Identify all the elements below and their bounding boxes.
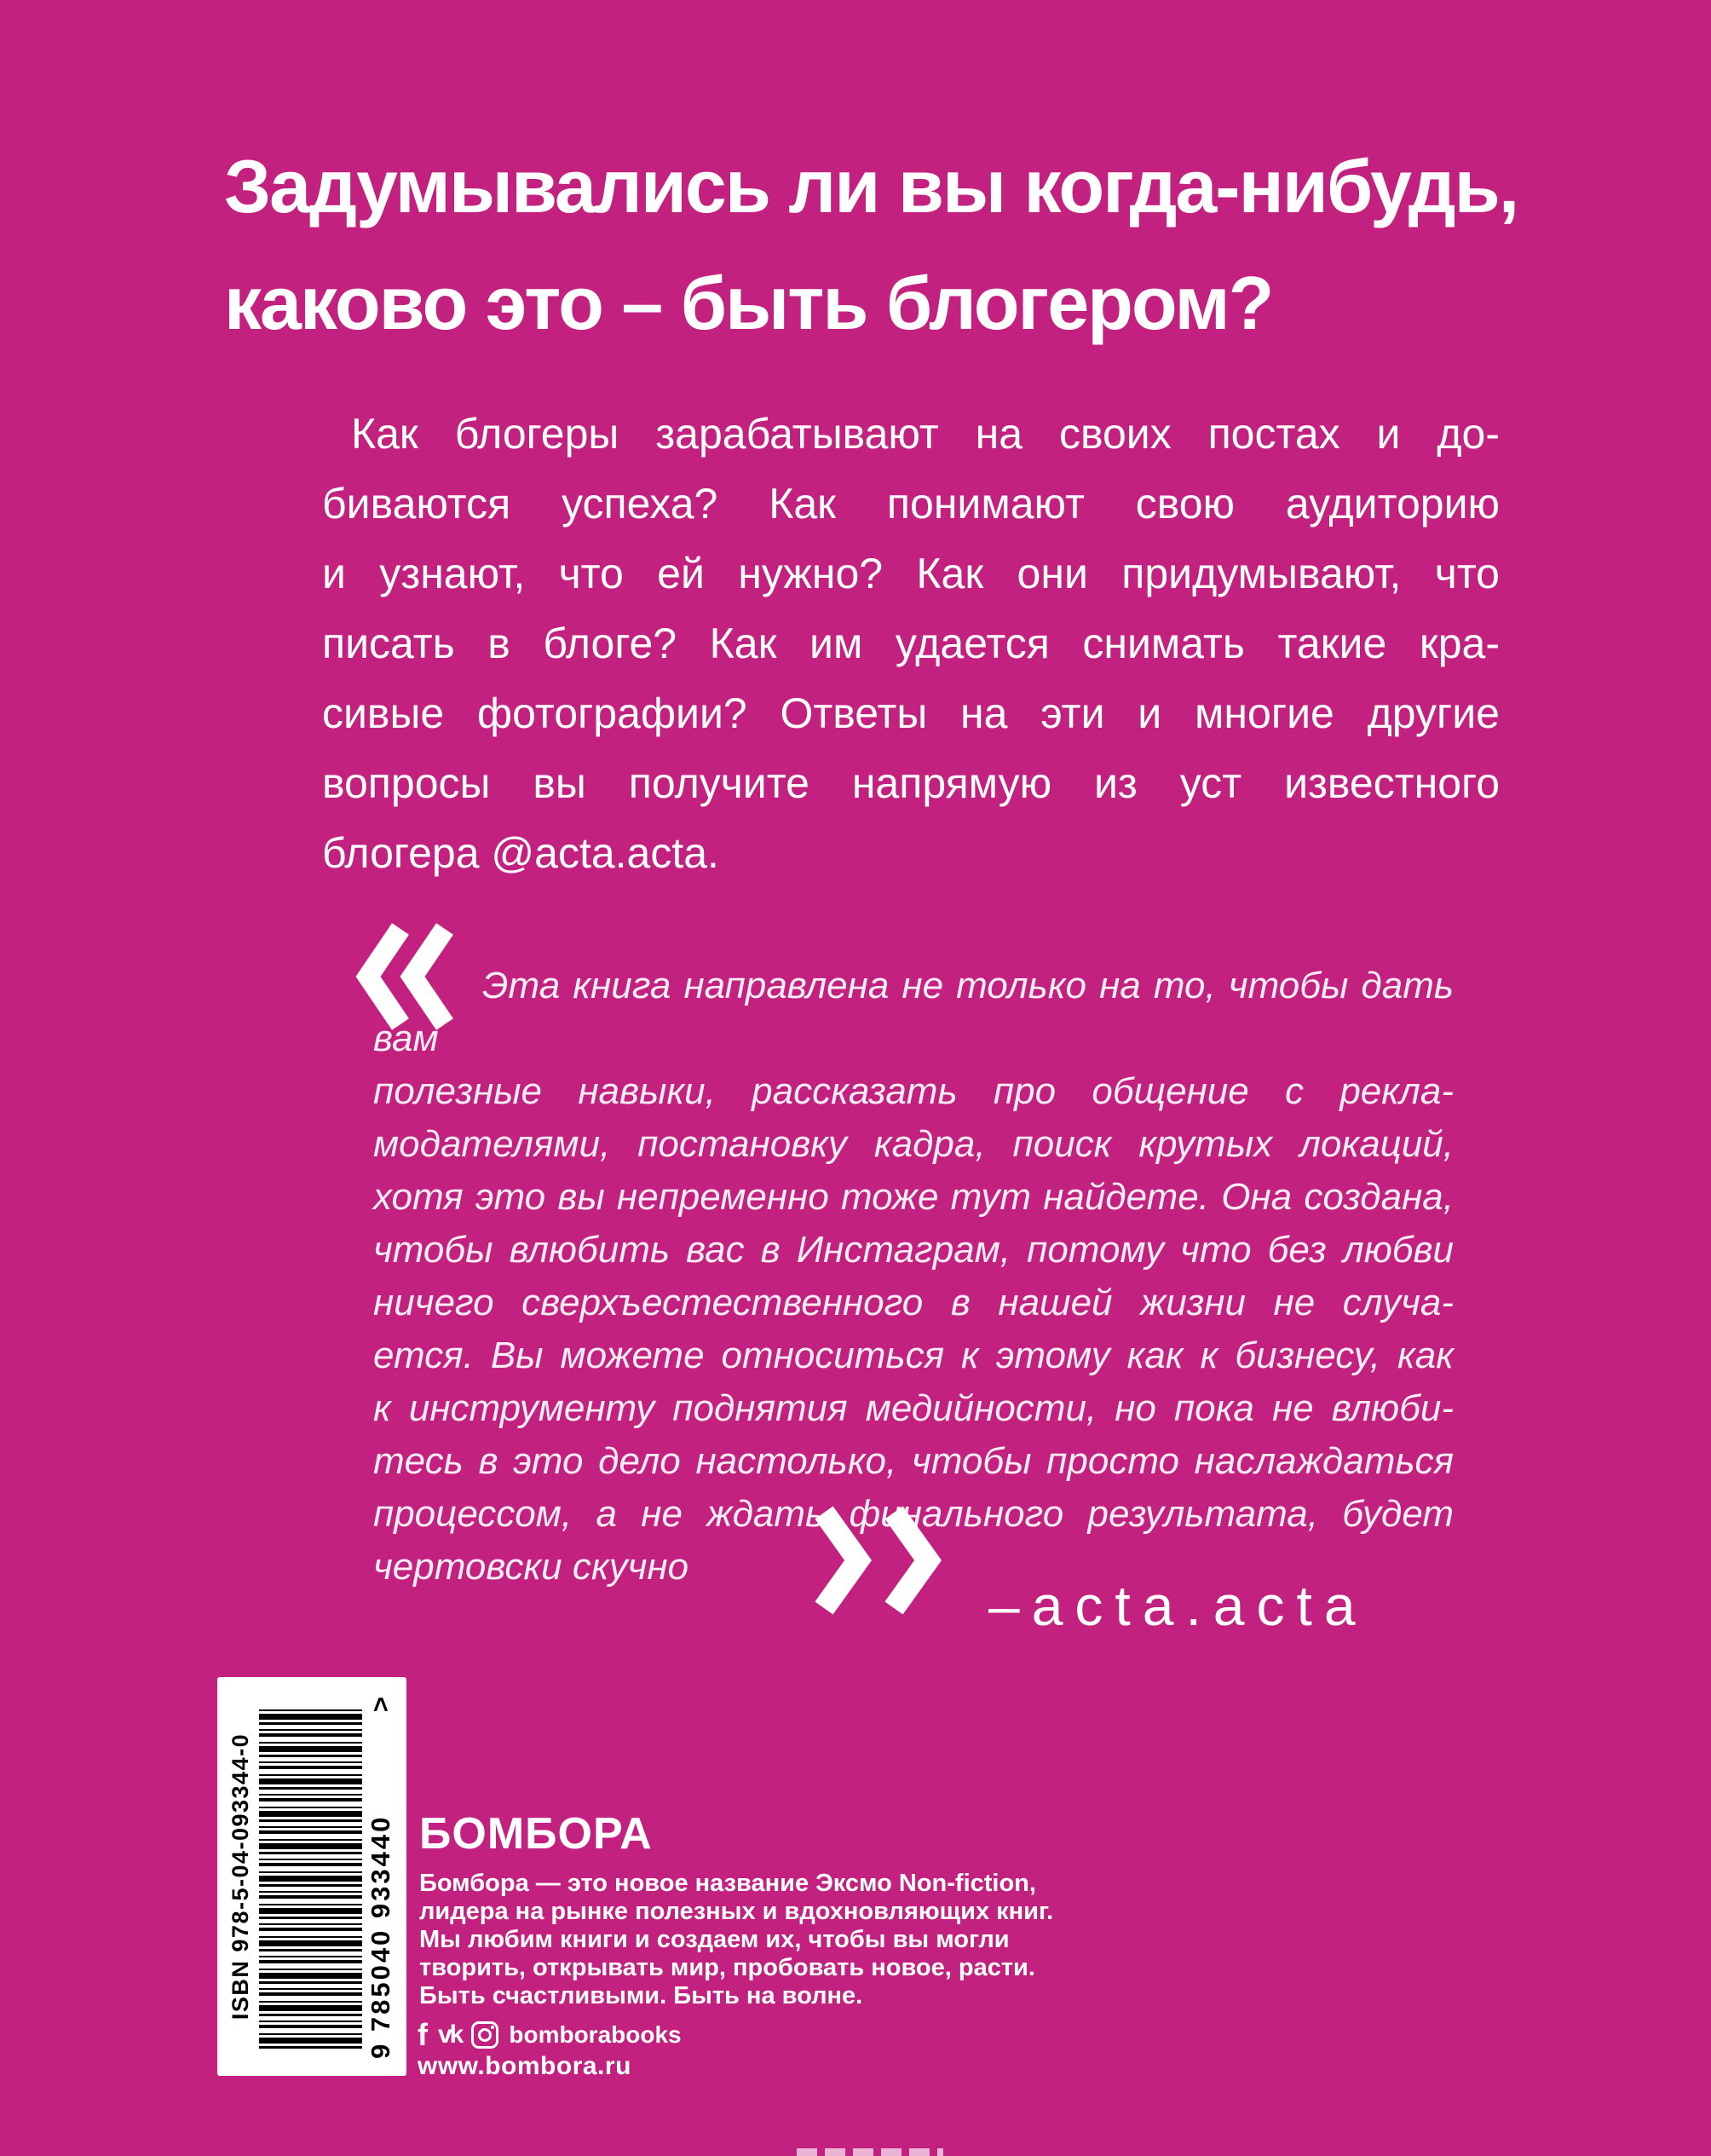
quote-line: полезные навыки, рассказать про общение с рекла- [373, 1070, 1454, 1112]
quote-line: процессом, а не ждать финального результата, будет [373, 1493, 1454, 1535]
facebook-icon: f [418, 2017, 428, 2052]
publisher-name: БОМБОРА [419, 1809, 653, 1859]
intro-line: вопросы вы получите напрямую из уст известного [322, 759, 1500, 807]
barcode [217, 1677, 406, 2076]
intro-line: блогера @acta.acta. [322, 829, 719, 877]
quote-line: к инструменту поднятия медийности, но пока не влюби- [373, 1387, 1454, 1429]
quote-line: ничего сверхъестественного в нашей жизни не случа- [373, 1282, 1454, 1323]
quote-text [373, 960, 1454, 1594]
intro-line: Как блогеры зарабатывают на своих постах и до- [351, 410, 1500, 458]
barcode-digits [362, 1692, 396, 2061]
isbn-label: ISBN 978-5-04-093344-0 [228, 1732, 253, 2021]
quote-line: ется. Вы можете относиться к этому как к бизнесу, как [373, 1335, 1454, 1376]
bottom-edge-cropped-text [797, 2148, 943, 2156]
publisher-description-line: лидера на рынке полезных и вдохновляющих книг. [419, 1898, 1054, 1925]
intro-paragraph [322, 399, 1500, 888]
instagram-icon-lens [478, 2028, 492, 2042]
intro-line: писать в блоге? Как им удается снимать такие кра- [322, 620, 1500, 667]
publisher-website: www.bombora.ru [418, 2052, 631, 2080]
social-row [418, 2017, 682, 2052]
quote-line: чтобы влюбить вас в Инстаграм, потому что без любви [373, 1229, 1454, 1271]
social-handle: bomborabooks [509, 2021, 682, 2048]
headline [224, 128, 1518, 361]
barcode-bars [259, 1704, 362, 2049]
intro-line: и узнают, что ей нужно? Как они придумывают, что [322, 550, 1500, 597]
instagram-icon [471, 2021, 498, 2049]
publisher-description-line: Мы любим книги и создаем их, чтобы вы могли [419, 1926, 1010, 1953]
publisher-description-line: творить, открывать мир, пробовать новое, расти. [419, 1954, 1035, 1981]
barcode-rotated-content [228, 1692, 396, 2061]
quote-line: чертовски скучно [373, 1546, 689, 1588]
intro-line: сивые фотографии? Ответы на эти и многие другие [322, 689, 1500, 737]
barcode-digit-text: 9 785040 933440 [366, 1814, 395, 2059]
barcode-trailing-char: > [366, 1694, 395, 1713]
close-quote-icon [802, 1504, 969, 1617]
quote-line: хотя это вы непременно тоже тут найдете. Она создана, [373, 1176, 1454, 1218]
vk-icon: vk [438, 2021, 462, 2049]
quote-line: модателями, постановку кадра, поиск крутых локаций, [373, 1123, 1454, 1165]
headline-line: Задумывались ли вы когда-нибудь, [224, 144, 1518, 228]
intro-line: биваются успеха? Как понимают свою аудиторию [322, 480, 1500, 527]
publisher-description-line: Быть счастливыми. Быть на волне. [419, 1982, 863, 2009]
publisher-description [419, 1870, 1084, 2010]
headline-line: каково это – быть блогером? [224, 261, 1273, 345]
quote-line: Эта книга направлена не только на то, чтобы дать вам [373, 965, 1454, 1059]
publisher-description-line: Бомбора — это новое название Эксмо Non-fiction, [419, 1870, 1036, 1897]
quote-attribution: –acta.acta [988, 1574, 1368, 1637]
instagram-icon-flash-dot [491, 2026, 494, 2029]
quote-line: тесь в это дело настолько, чтобы просто наслаждаться [373, 1440, 1454, 1482]
